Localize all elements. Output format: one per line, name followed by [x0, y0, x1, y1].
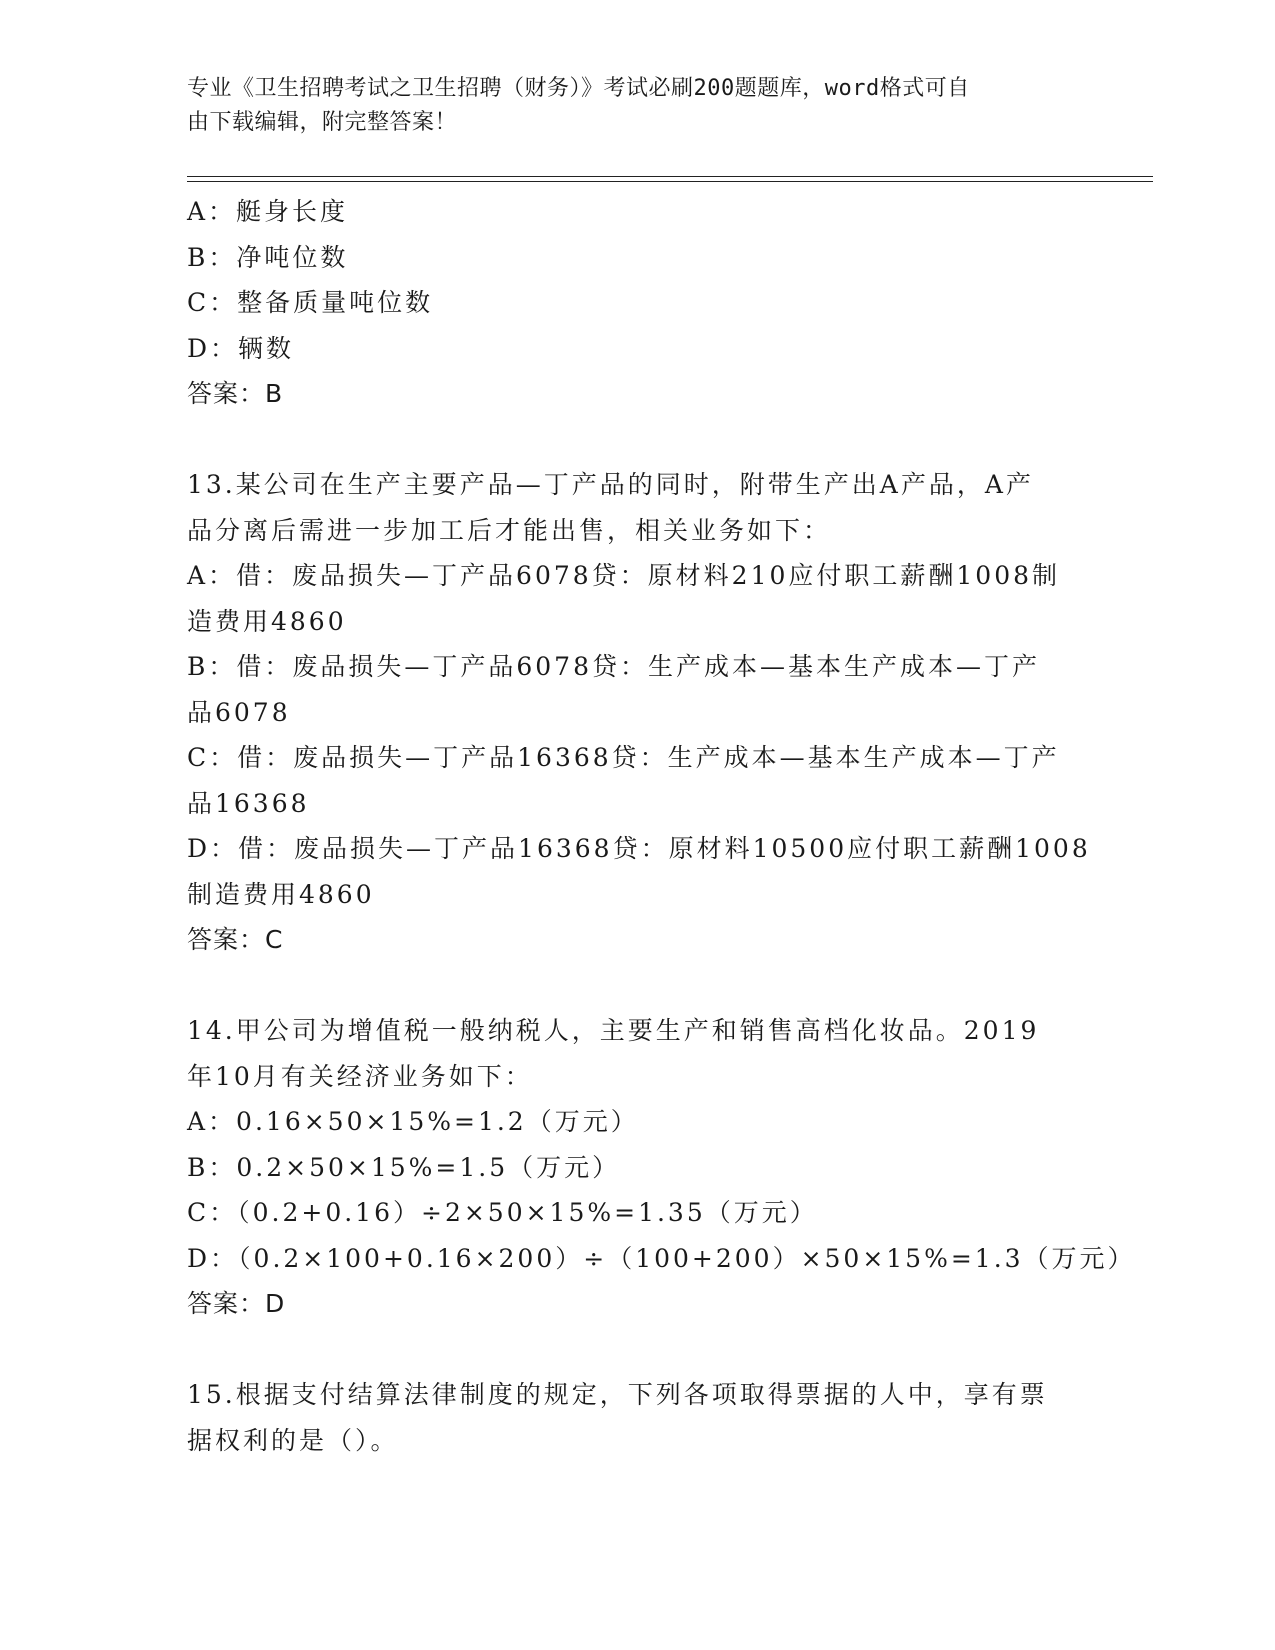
option-c-line-1: C：借：废品损失—丁产品16368贷：生产成本—基本生产成本—丁产 [187, 743, 1060, 772]
option-b-line-1: B：借：废品损失—丁产品6078贷：生产成本—基本生产成本—丁产 [187, 652, 1040, 681]
option-d: D：（0.2×100+0.16×200）÷（100+200）×50×15%=1.3（万元） [187, 1243, 1136, 1273]
option-b: B：净吨位数 [187, 242, 349, 272]
option-a-line-2: 造费用4860 [187, 606, 347, 636]
option-c: C：整备质量吨位数 [187, 288, 434, 317]
question-stem-line-2: 据权利的是（）。 [187, 1425, 399, 1455]
question-stem-line-2: 品分离后需进一步加工后才能出售，相关业务如下： [187, 515, 832, 545]
document-header [187, 72, 1067, 140]
answer-value: D [265, 1289, 286, 1318]
header-divider-top [187, 176, 1153, 177]
answer-line [187, 371, 1087, 417]
option-d-line-1: D：借：废品损失—丁产品16368贷：原材料10500应付职工薪酬1008 [187, 834, 1091, 863]
question-14 [187, 1008, 1136, 1327]
header-divider-bottom [187, 181, 1153, 182]
question-15 [187, 1372, 1087, 1463]
answer-label: 答案： [187, 379, 266, 408]
option-a: A：艇身长度 [187, 197, 349, 226]
option-a-line-1: A：借：废品损失—丁产品6078贷：原材料210应付职工薪酬1008制 [187, 561, 1061, 590]
question-spacer [187, 417, 1087, 463]
option-b-line-2: 品6078 [187, 697, 291, 727]
option-c-line-2: 品16368 [187, 788, 310, 818]
answer-line [187, 1281, 1087, 1327]
document-body [187, 189, 1136, 1463]
option-b: B：0.2×50×15%=1.5（万元） [187, 1152, 621, 1182]
answer-label: 答案： [187, 1289, 266, 1318]
option-c: C：（0.2+0.16）÷2×50×15%=1.35（万元） [187, 1198, 818, 1227]
question-stem-line-1: 14.甲公司为增值税一般纳税人，主要生产和销售高档化妆品。2019 [187, 1016, 1040, 1045]
option-a: A：0.16×50×15%=1.2（万元） [187, 1107, 639, 1136]
answer-value: C [265, 925, 284, 954]
answer-value: B [265, 379, 284, 408]
answer-label: 答案： [187, 925, 266, 954]
question-spacer [187, 1327, 1087, 1373]
question-13 [187, 462, 1091, 963]
header-line-2: 由下载编辑，附完整答案！ [187, 110, 458, 135]
answer-line [187, 917, 1087, 963]
question-stem-line-2: 年10月有关经济业务如下： [187, 1061, 533, 1091]
option-d-line-2: 制造费用4860 [187, 879, 375, 909]
question-stem-line-1: 15.根据支付结算法律制度的规定，下列各项取得票据的人中，享有票 [187, 1380, 1048, 1409]
question-stem-line-1: 13.某公司在生产主要产品—丁产品的同时，附带生产出A产品，A产 [187, 470, 1034, 499]
header-line-1: 专业《卫生招聘考试之卫生招聘（财务）》考试必刷200题题库，word格式可自 [187, 76, 970, 101]
question-spacer [187, 963, 1087, 1009]
option-d: D：辆数 [187, 333, 295, 363]
question-12 [187, 189, 1087, 417]
